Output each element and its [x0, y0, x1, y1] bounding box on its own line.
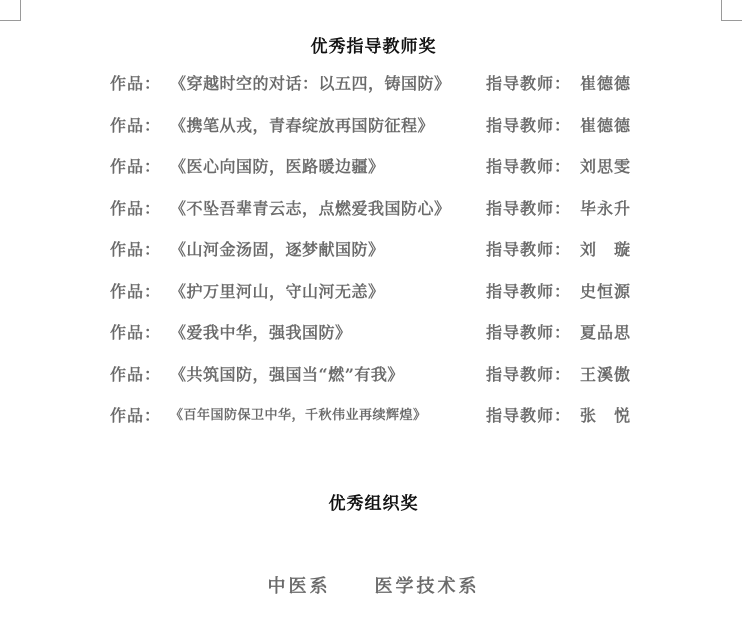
teacher-label: 指导教师： [486, 74, 572, 93]
work-label: 作品： [110, 74, 162, 93]
work-title: 《百年国防保卫中华，千秋伟业再续辉煌》 [170, 408, 427, 423]
work-label: 作品： [110, 157, 162, 176]
work-label: 作品： [110, 406, 162, 425]
work-title: 《医心向国防，医路暖边疆》 [170, 157, 385, 176]
work-label: 作品： [110, 323, 162, 342]
teacher-label: 指导教师： [486, 406, 572, 425]
work-label: 作品： [110, 364, 162, 384]
work-title: 《爱我中华，强我国防》 [170, 323, 352, 342]
award-row [110, 238, 650, 280]
org-award-heading: 优秀组织奖 [328, 494, 419, 514]
award-row [110, 72, 650, 114]
department-name: 中医系 [267, 576, 331, 597]
teacher-name: 崔德德 [580, 115, 632, 135]
work-title: 《携笔从戎，青春绽放再国防征程》 [170, 115, 435, 135]
work-label: 作品： [110, 198, 162, 218]
teacher-label: 指导教师： [486, 240, 572, 259]
work-label: 作品： [110, 115, 162, 135]
work-label: 作品： [110, 281, 162, 301]
work-title: 《山河金汤固，逐梦献国防》 [170, 240, 385, 259]
teacher-label: 指导教师： [486, 115, 572, 135]
teacher-label: 指导教师： [486, 364, 572, 384]
teacher-name: 崔德德 [580, 74, 632, 93]
teacher-name: 张 悦 [580, 406, 632, 425]
award-row [110, 363, 650, 405]
work-title: 《共筑国防，强国当“燃”有我》 [170, 364, 404, 384]
work-label: 作品： [110, 240, 162, 259]
teacher-label: 指导教师： [486, 198, 572, 218]
teacher-name: 史恒源 [580, 281, 632, 301]
teacher-award-heading: 优秀指导教师奖 [310, 37, 437, 57]
work-title: 《不坠吾辈青云志，点燃爱我国防心》 [170, 198, 451, 218]
teacher-name: 王溪傲 [580, 364, 632, 384]
award-row [110, 280, 650, 322]
award-row [110, 321, 650, 363]
teacher-label: 指导教师： [486, 281, 572, 301]
award-row [110, 155, 650, 197]
org-award-departments [0, 572, 747, 598]
teacher-award-list [110, 72, 650, 446]
teacher-name: 刘思雯 [580, 157, 632, 176]
crop-mark-top-right [721, 0, 742, 21]
teacher-label: 指导教师： [486, 323, 572, 342]
award-row [110, 114, 650, 156]
award-row [110, 404, 650, 446]
teacher-name: 毕永升 [580, 198, 632, 218]
crop-mark-top-left [0, 0, 21, 21]
work-title: 《护万里河山，守山河无恙》 [170, 281, 385, 301]
teacher-name: 刘 璇 [580, 240, 632, 259]
work-title: 《穿越时空的对话：以五四，铸国防》 [170, 74, 451, 93]
teacher-name: 夏品思 [580, 323, 632, 342]
department-name: 医学技术系 [374, 576, 480, 597]
award-row [110, 197, 650, 239]
teacher-label: 指导教师： [486, 157, 572, 176]
